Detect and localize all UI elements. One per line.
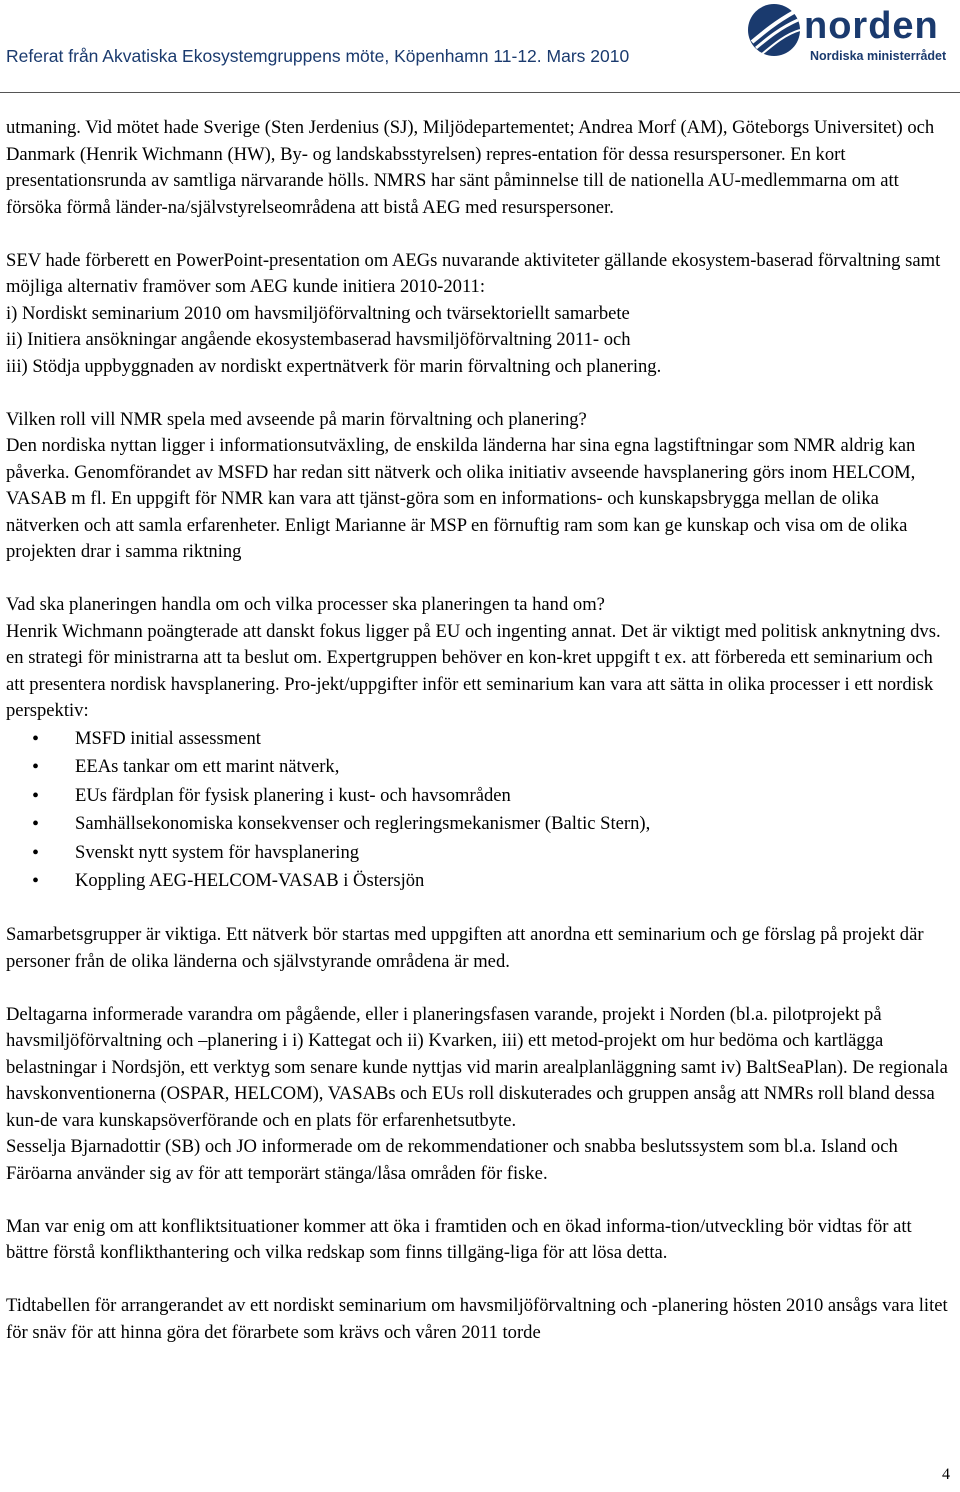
- paragraph: Sesselja Bjarnadottir (SB) och JO informerade om de rekommendationer och snabba beslutssystem som bl.a. Island och Färöarna använder sig av för att temporärt stänga/låsa områden för fiske.: [6, 1136, 898, 1184]
- list-item: • MSFD initial assessment: [6, 725, 950, 754]
- paragraph: Deltagarna informerade varandra om pågående, eller i planeringsfasen varande, projekt i Norden (bl.a. pilotprojekt på havsmiljöförvaltning och –planering i i) Kattegat och ii) Kvarken, iii) ett metod-projekt om hur bedöma och kartlägga belastningar i Nordsjön, ett verktyg som senare kunde nyttjas vid marin arealplanläggning samt iv) BaltSeaPlan). De regionala havskonventionerna (OSPAR, HELCOM), VASABs och EUs roll diskuterades och gruppen ansåg att NMRs roll bland dessa kun-de vara kunskapsöverförande och en plats för erfarenhetsutbyte.: [6, 1003, 948, 1131]
- page-header: [0, 0, 960, 96]
- paragraph-gap: [6, 380, 950, 407]
- logo-subtitle: Nordiska ministerrådet: [810, 49, 947, 63]
- list-item: • Samhällsekonomiska konsekvenser och regleringsmekanismer (Baltic Stern),: [6, 810, 950, 839]
- list-line: iii) Stödja uppbyggnaden av nordiskt expertnätverk för marin förvaltning och planering.: [6, 355, 662, 377]
- paragraph-gap: [6, 1187, 950, 1214]
- paragraph-gap: [6, 1267, 950, 1294]
- paragraph: SEV hade förberett en PowerPoint-presentation om AEGs nuvarande aktiviteter gällande ekosystem-baserad förvaltning samt möjliga alternativ framöver som AEG kunde initiera 2010-2011:: [6, 249, 941, 297]
- paragraph-gap: [6, 566, 950, 593]
- list-item: • EEAs tankar om ett marint nätverk,: [6, 753, 950, 782]
- question: Vad ska planeringen handla om och vilka processer ska planeringen ta hand om?: [6, 594, 605, 615]
- paragraph: Samarbetsgrupper är viktiga. Ett nätverk bör startas med uppgiften att anordna ett seminarium och ge förslag på projekt där personer från de olika länderna och självstyrande områdena är med.: [6, 924, 924, 972]
- header-divider: [0, 92, 960, 93]
- list-item: • EUs färdplan för fysisk planering i kust- och havsområden: [6, 782, 950, 811]
- paragraph: Den nordiska nyttan ligger i informationsutväxling, de enskilda länderna har sina egna lagstiftningar som NMR aldrig kan påverka. Genomförandet av MSFD har redan sitt nätverk och olika initiativ avseende havsplanering görs inom HELCOM, VASAB m fl. En uppgift för NMR kan vara att tjänst-göra som en informations- och kunskapsbrygga mellan de olika nätverken och att samla erfarenheter. Enligt Marianne är MSP en förnuftig ram som kan ge kunskap och visa om de olika projekten drar i samma riktning: [6, 435, 916, 562]
- paragraph-gap: [6, 896, 950, 923]
- norden-logo: [742, 2, 954, 68]
- paragraph: Man var enig om att konfliktsituationer kommer att öka i framtiden och en ökad informa-tion/utveckling bör vidtas för att bättre förstå konflikthantering och vilka redskap som finns tillgäng-liga för att lösa detta.: [6, 1215, 912, 1263]
- norden-swan-icon: [746, 2, 802, 58]
- logo-wordmark: norden: [804, 5, 939, 47]
- list-line: i) Nordiskt seminarium 2010 om havsmiljöförvaltning och tvärsektoriellt samarbete: [6, 302, 630, 324]
- paragraph: utmaning. Vid mötet hade Sverige (Sten Jerdenius (SJ), Miljödepartementet; Andrea Morf (AM), Göteborgs Universitet) och Danmark (Henrik Wichmann (HW), By- og landskabsstyrelsen) repres-entation för dessa resurspersoner. En kort presentationsrunda av samtliga närvarande hölls. NMRS har sänt påminnelse till de nationella AU-medlemmarna om att försöka förmå länder-na/självstyrelseområdena att bistå AEG med resurspersoner.: [6, 117, 935, 218]
- list-line: ii) Initiera ansökningar angående ekosystembaserad havsmiljöförvaltning 2011- och: [6, 329, 631, 350]
- document-body: [6, 115, 950, 1346]
- paragraph-gap: [6, 975, 950, 1002]
- bullet-list: [6, 725, 950, 896]
- paragraph: Tidtabellen för arrangerandet av ett nordiskt seminarium om havsmiljöförvaltning och -planering hösten 2010 ansågs vara litet för snäv för att hinna göra det förarbete som krävs och våren 2011 torde: [6, 1295, 948, 1343]
- header-title: Referat från Akvatiska Ekosystemgruppens möte, Köpenhamn 11-12. Mars 2010: [6, 46, 630, 66]
- list-item: • Svenskt nytt system för havsplanering: [6, 839, 950, 868]
- question: Vilken roll vill NMR spela med avseende på marin förvaltning och planering?: [6, 408, 587, 430]
- list-item: • Koppling AEG-HELCOM-VASAB i Östersjön: [6, 867, 950, 896]
- paragraph-gap: [6, 221, 950, 248]
- paragraph: Henrik Wichmann poängterade att danskt fokus ligger på EU och ingenting annat. Det är viktigt med politisk anknytning dvs. en strategi för ministrarna att ta beslut om. Expertgruppen behöver en kon-kret uppgift t ex. att förbereda ett seminarium och att presentera nordisk havsplanering. Pro-jekt/uppgifter inför ett seminarium kan vara att sätta in olika processer i ett nordisk perspektiv:: [6, 620, 941, 721]
- page-number: 4: [942, 1466, 950, 1483]
